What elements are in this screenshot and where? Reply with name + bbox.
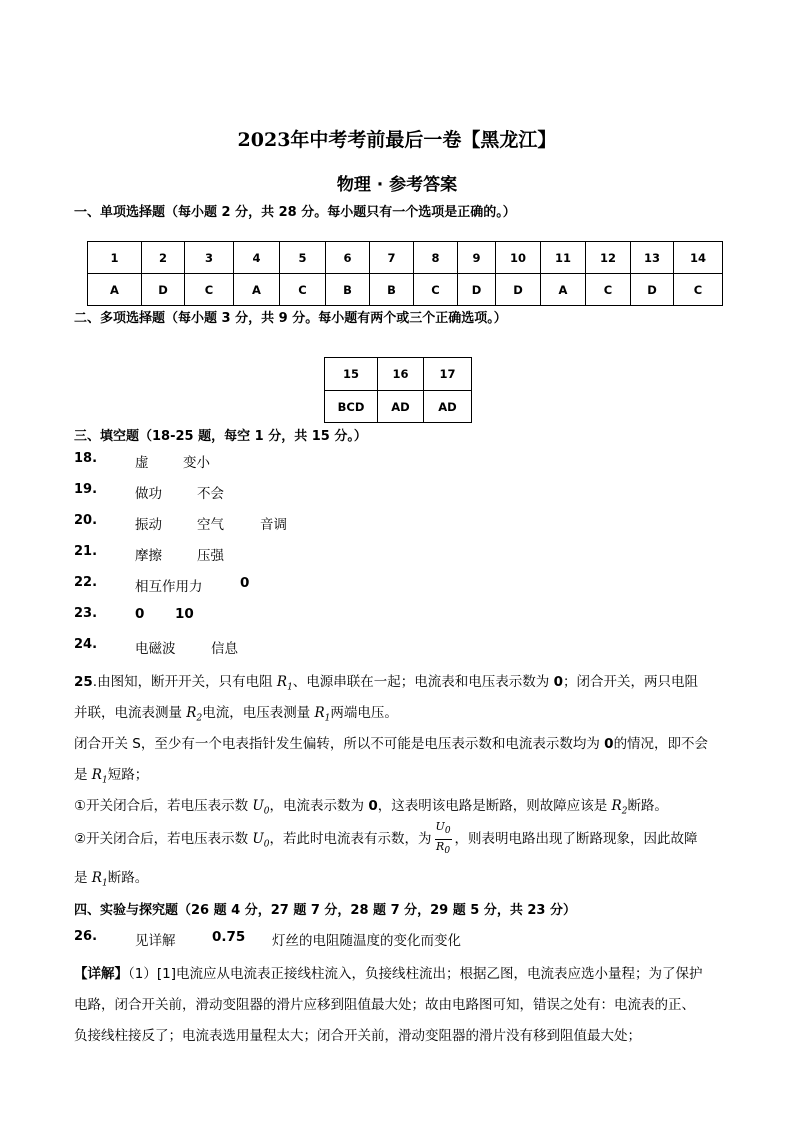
q25-line-2 (74, 701, 722, 724)
table-cell-number: 14 (674, 242, 723, 274)
value-zero: 0 (368, 798, 378, 814)
table-cell-number: 8 (414, 242, 458, 274)
answer-text: 0 (240, 575, 250, 591)
fraction-u0-over-r0 (435, 820, 452, 857)
table-cell-number: 15 (325, 358, 378, 391)
answer-text: 信息 (211, 641, 238, 657)
table-cell-number: 11 (541, 242, 586, 274)
multiple-choice-answer-table (324, 357, 472, 423)
q25-text: ；闭合开关，两只电阻 (563, 674, 698, 690)
q25-text: 的情况，即不会 (613, 736, 709, 752)
q25-case-2 (74, 820, 722, 858)
table-cell-number: 17 (424, 358, 472, 391)
subscript: 1 (287, 682, 293, 693)
table-cell-answer: A (541, 274, 586, 306)
q25-text: ，电流表示数为 (269, 798, 369, 814)
table-cell-answer: D (458, 274, 496, 306)
q25-text: 断路。 (627, 798, 668, 814)
answer-text: 相互作用力 (135, 579, 203, 595)
table-row-answers (325, 391, 472, 423)
table-cell-answer: D (631, 274, 674, 306)
question-number: 24. (74, 637, 98, 652)
question-number: 25 (74, 674, 93, 690)
table-cell-number: 1 (88, 242, 142, 274)
subscript: 2 (621, 806, 628, 817)
q26-detail-line-2 (74, 993, 722, 1013)
table-cell-answer: AD (378, 391, 424, 423)
answer-text: 电磁波 (135, 641, 176, 657)
q25-text: ①开关闭合后，若电压表示数 (74, 798, 253, 814)
fraction-numerator (435, 820, 452, 839)
page-subtitle: 物理 · 参考答案 (336, 175, 458, 195)
table-cell-number: 10 (496, 242, 541, 274)
answer-text: 见详解 (135, 933, 176, 949)
answer-text: 振动 (135, 517, 162, 533)
q25-text: 电流，电压表测量 (202, 705, 315, 721)
table-cell-number: 2 (142, 242, 185, 274)
answer-text: 不会 (197, 486, 224, 502)
symbol-r: R (276, 674, 288, 690)
symbol-u: U (252, 831, 264, 847)
q25-text: 两端电压。 (330, 705, 398, 721)
table-cell-answer: C (674, 274, 723, 306)
subscript: 1 (324, 713, 331, 724)
answer-text: 空气 (197, 517, 224, 533)
answer-text: 压强 (197, 548, 224, 564)
symbol-r: R (611, 798, 622, 814)
table-cell-answer: D (142, 274, 185, 306)
q25-line-1 (74, 670, 722, 693)
table-cell-number: 3 (185, 242, 234, 274)
table-cell-number: 16 (378, 358, 424, 391)
table-cell-number: 4 (234, 242, 280, 274)
q25-text: 是 (74, 870, 92, 886)
table-row-numbers (88, 242, 723, 274)
detail-label: 【详解】 (74, 966, 128, 982)
subscript: 0 (444, 845, 451, 856)
subscript: 0 (263, 839, 270, 850)
table-cell-answer: C (586, 274, 631, 306)
table-cell-number: 6 (326, 242, 370, 274)
value-zero: 0 (604, 736, 614, 752)
question-number: 22. (74, 575, 98, 590)
table-row-answers (88, 274, 723, 306)
question-number: 26. (74, 929, 98, 944)
q25-text: ，这表明该电路是断路，则故障应该是 (377, 798, 612, 814)
answer-text: 做功 (135, 486, 162, 502)
answer-text: 变小 (183, 455, 210, 471)
answer-text: 虚 (135, 455, 149, 471)
detail-text: （1）[1]电流应从电流表正接线柱流入，负接线柱流出；根据乙图，电流表应选小量程；为了保护 (128, 966, 703, 982)
table-cell-answer: A (234, 274, 280, 306)
q25-text: .由图知，断开开关，只有电阻 (92, 674, 277, 690)
q25-text: ，则表明电路出现了断路现象，因此故障 (454, 831, 698, 847)
symbol-r: R (91, 870, 102, 886)
subscript: 1 (101, 775, 108, 786)
table-cell-answer: C (280, 274, 326, 306)
table-cell-answer: A (88, 274, 142, 306)
subscript: 0 (263, 806, 270, 817)
table-cell-number: 9 (458, 242, 496, 274)
answer-text: 灯丝的电阻随温度的变化而变化 (272, 933, 461, 949)
q25-text: 、电源串联在一起；电流表和电压表示数为 (292, 674, 554, 690)
q26-detail-line-3 (74, 1024, 722, 1044)
section2-heading: 二、多项选择题（每小题 3 分，共 9 分。每小题有两个或三个正确选项。） (74, 311, 507, 326)
table-cell-number: 12 (586, 242, 631, 274)
q25-text: 短路； (107, 767, 149, 783)
symbol-r: R (314, 705, 325, 721)
q25-text: 断路。 (107, 870, 149, 886)
answer-text: 摩擦 (135, 548, 162, 564)
table-cell-number: 5 (280, 242, 326, 274)
answer-text: 0 (135, 606, 145, 622)
detail-text: 负接线柱接反了；电流表选用量程太大；闭合开关前，滑动变阻器的滑片没有移到阻值最大处； (74, 1028, 641, 1044)
question-number: 20. (74, 513, 98, 528)
q25-line-7 (74, 866, 722, 889)
section3-heading: 三、填空题（18-25 题，每空 1 分，共 15 分。） (74, 429, 367, 444)
table-row-numbers (325, 358, 472, 391)
q25-case-1 (74, 794, 722, 817)
q25-text: 闭合开关 S，至少有一个电表指针发生偏转，所以不可能是电压表示数和电流表示数均为 (74, 736, 605, 752)
page-title: 2023年中考考前最后一卷【黑龙江】 (237, 129, 557, 151)
table-cell-answer: B (370, 274, 414, 306)
question-number: 18. (74, 451, 98, 466)
q26-detail-line-1 (74, 962, 722, 982)
symbol-r: R (186, 705, 197, 721)
question-number: 21. (74, 544, 98, 559)
table-cell-answer: BCD (325, 391, 378, 423)
q25-text: ，若此时电流表有示数，为 (269, 831, 432, 847)
question-number: 23. (74, 606, 98, 621)
symbol-r: R (91, 767, 102, 783)
answer-text: 音调 (260, 517, 287, 533)
q25-line-3 (74, 732, 722, 752)
table-cell-number: 13 (631, 242, 674, 274)
q25-text: 是 (74, 767, 92, 783)
symbol-u: U (252, 798, 264, 814)
single-choice-answer-table (87, 241, 723, 306)
subscript: 1 (101, 878, 108, 889)
answer-text: 0.75 (212, 929, 246, 945)
q25-text: 并联，电流表测量 (74, 705, 187, 721)
table-cell-answer: B (326, 274, 370, 306)
answer-text: 10 (175, 606, 194, 622)
value-zero: 0 (553, 674, 563, 690)
fraction-denominator (435, 840, 452, 858)
symbol-r: R (436, 839, 445, 853)
question-number: 19. (74, 482, 98, 497)
table-cell-answer: C (185, 274, 234, 306)
detail-text: 电路，闭合开关前，滑动变阻器的滑片应移到阻值最大处；故由电路图可知，错误之处有：电流表的正、 (74, 997, 695, 1013)
table-cell-number: 7 (370, 242, 414, 274)
section1-heading: 一、单项选择题（每小题 2 分，共 28 分。每小题只有一个选项是正确的。） (74, 205, 516, 220)
q25-text: ②开关闭合后，若电压表示数 (74, 831, 253, 847)
table-cell-answer: AD (424, 391, 472, 423)
subscript: 0 (444, 826, 451, 837)
symbol-u: U (435, 820, 445, 834)
section4-heading: 四、实验与探究题（26 题 4 分，27 题 7 分，28 题 7 分，29 题 5 分，共 23 分） (74, 903, 576, 918)
subscript: 2 (196, 713, 203, 724)
q25-line-4 (74, 763, 722, 786)
table-cell-answer: D (496, 274, 541, 306)
table-cell-answer: C (414, 274, 458, 306)
